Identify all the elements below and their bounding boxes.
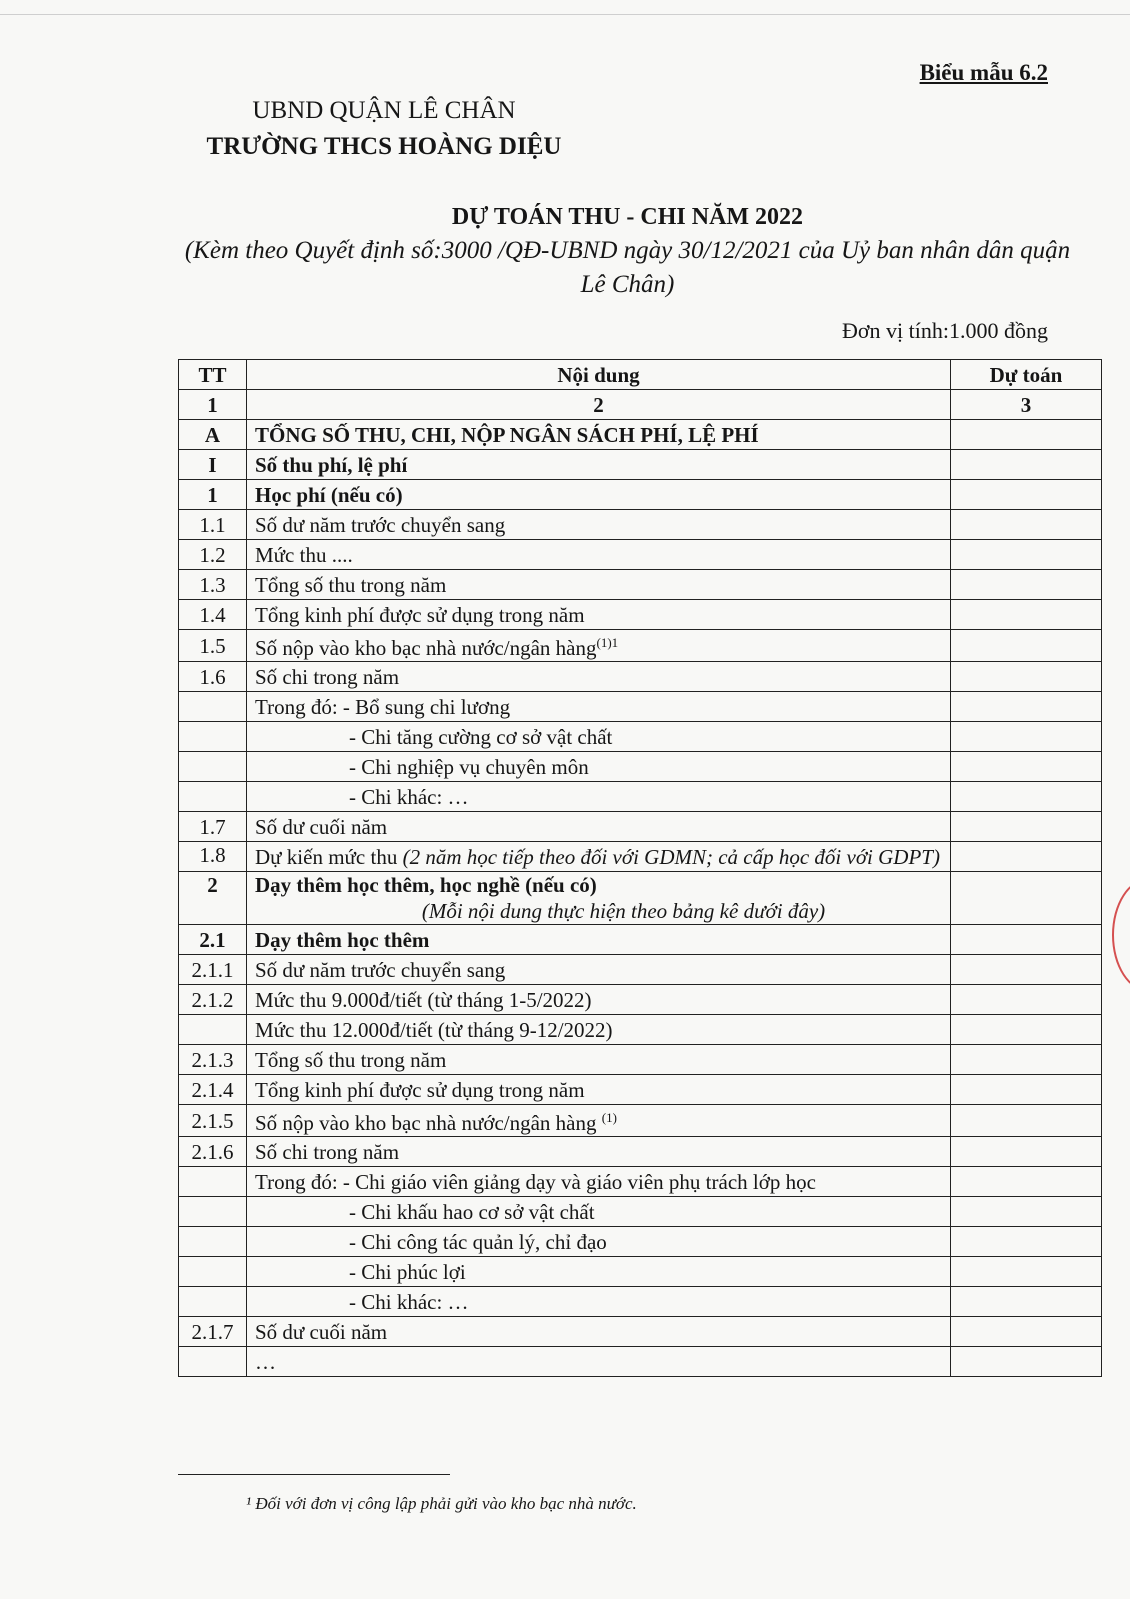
row-estimate xyxy=(951,1045,1102,1075)
column-number: 3 xyxy=(951,390,1102,420)
table-row xyxy=(179,1197,1102,1227)
row-content-text: Trong đó: - Bổ sung chi lương xyxy=(255,694,511,719)
row-number xyxy=(179,1167,247,1197)
row-number xyxy=(179,1197,247,1227)
row-estimate xyxy=(951,510,1102,540)
row-estimate xyxy=(951,1317,1102,1347)
column-number: 2 xyxy=(247,390,951,420)
row-content-text: Tổng kinh phí được sử dụng trong năm xyxy=(255,1077,585,1102)
row-number: 1.7 xyxy=(179,812,247,842)
table-row xyxy=(179,985,1102,1015)
row-number xyxy=(179,782,247,812)
row-content-text: Mức thu 9.000đ/tiết (từ tháng 1-5/2022) xyxy=(255,987,592,1012)
row-estimate xyxy=(951,1167,1102,1197)
row-number xyxy=(179,722,247,752)
row-content-text: Học phí (nếu có) xyxy=(255,482,403,507)
row-estimate xyxy=(951,450,1102,480)
table-row xyxy=(179,420,1102,450)
table-row xyxy=(179,1167,1102,1197)
row-estimate xyxy=(951,1257,1102,1287)
row-content-text: Dự kiến mức thu xyxy=(255,844,398,869)
red-seal-stamp xyxy=(1112,878,1130,992)
row-content-text: Mức thu 12.000đ/tiết (từ tháng 9-12/2022) xyxy=(255,1017,613,1042)
row-number xyxy=(179,1257,247,1287)
row-estimate xyxy=(951,570,1102,600)
row-content-text: Số dư năm trước chuyển sang xyxy=(255,512,506,537)
budget-table xyxy=(178,359,1102,1377)
table-row xyxy=(179,510,1102,540)
row-number: 1 xyxy=(179,480,247,510)
table-row xyxy=(179,600,1102,630)
row-content-text: TỔNG SỐ THU, CHI, NỘP NGÂN SÁCH PHÍ, LỆ PHÍ xyxy=(255,422,759,447)
row-number: 1.2 xyxy=(179,540,247,570)
row-content-text: Số dư cuối năm xyxy=(255,1319,388,1344)
table-row xyxy=(179,480,1102,510)
row-content-text: Số chi trong năm xyxy=(255,1139,400,1164)
row-number xyxy=(179,692,247,722)
table-row xyxy=(179,1075,1102,1105)
header-content: Nội dung xyxy=(247,360,951,390)
row-content xyxy=(247,1075,951,1105)
row-estimate xyxy=(951,1287,1102,1317)
row-estimate xyxy=(951,782,1102,812)
row-content-text: - Chi khấu hao cơ sở vật chất xyxy=(349,1199,595,1224)
row-content xyxy=(247,1197,951,1227)
row-number xyxy=(179,1347,247,1377)
row-estimate xyxy=(951,752,1102,782)
row-number: 2.1.4 xyxy=(179,1075,247,1105)
row-content-text: Số dư năm trước chuyển sang xyxy=(255,957,506,982)
row-content-text: - Chi tăng cường cơ sở vật chất xyxy=(349,724,613,749)
table-row xyxy=(179,1015,1102,1045)
row-content-text: - Chi phúc lợi xyxy=(349,1259,466,1284)
row-estimate xyxy=(951,872,1102,925)
row-number: I xyxy=(179,450,247,480)
row-number: 2.1.7 xyxy=(179,1317,247,1347)
row-content-text: - Chi công tác quản lý, chỉ đạo xyxy=(349,1229,607,1254)
row-number: 1.1 xyxy=(179,510,247,540)
row-estimate xyxy=(951,600,1102,630)
row-content-text: - Chi khác: … xyxy=(349,784,469,809)
row-number: 2.1.5 xyxy=(179,1105,247,1137)
table-row xyxy=(179,540,1102,570)
footnote: ¹ Đối với đơn vị công lập phải gửi vào kho bạc nhà nước. xyxy=(246,1494,637,1513)
table-row xyxy=(179,450,1102,480)
org-name: UBND QUẬN LÊ CHÂN xyxy=(252,97,516,124)
row-content xyxy=(247,842,951,872)
row-content-text: Tổng số thu trong năm xyxy=(255,572,447,597)
table-row xyxy=(179,752,1102,782)
row-number: 2.1 xyxy=(179,925,247,955)
row-content xyxy=(247,1105,951,1137)
row-note: (2 năm học tiếp theo đối với GDMN; cả cấp học đối với GDPT) xyxy=(402,844,940,869)
row-estimate xyxy=(951,925,1102,955)
row-content xyxy=(247,1167,951,1197)
row-number: 1.3 xyxy=(179,570,247,600)
row-number: 2.1.2 xyxy=(179,985,247,1015)
footnote-divider xyxy=(178,1474,450,1475)
table-row xyxy=(179,1347,1102,1377)
row-content xyxy=(247,1015,951,1045)
header-tt: TT xyxy=(179,360,247,390)
row-number xyxy=(179,1287,247,1317)
header-estimate: Dự toán xyxy=(951,360,1102,390)
row-content xyxy=(247,1227,951,1257)
row-number: 2.1.3 xyxy=(179,1045,247,1075)
row-content-text: Tổng kinh phí được sử dụng trong năm xyxy=(255,602,585,627)
column-number: 1 xyxy=(179,390,247,420)
row-content xyxy=(247,955,951,985)
footnote-marker: (1) xyxy=(601,1110,617,1125)
row-content-text: - Chi khác: … xyxy=(349,1289,469,1314)
row-estimate xyxy=(951,955,1102,985)
table-row xyxy=(179,872,1102,925)
row-estimate xyxy=(951,1075,1102,1105)
row-content-text: … xyxy=(255,1349,276,1374)
row-content xyxy=(247,812,951,842)
row-content xyxy=(247,600,951,630)
row-content-text: Mức thu .... xyxy=(255,542,353,567)
row-content xyxy=(247,1317,951,1347)
row-content xyxy=(247,450,951,480)
document-subtitle: (Kèm theo Quyết định số:3000 /QĐ-UBND ngày 30/12/2021 của Uỷ ban nhân dân quận Lê Chân) xyxy=(184,237,1071,298)
row-estimate xyxy=(951,1105,1102,1137)
row-number: 1.6 xyxy=(179,662,247,692)
row-content-text: Số thu phí, lệ phí xyxy=(255,452,408,477)
table-row xyxy=(179,782,1102,812)
row-content xyxy=(247,872,951,925)
row-content xyxy=(247,570,951,600)
row-content-text: Số dư cuối năm xyxy=(255,814,388,839)
row-estimate xyxy=(951,722,1102,752)
row-note: (Mỗi nội dung thực hiện theo bảng kê dưới đây) xyxy=(421,899,826,923)
unit-of-measure: Đơn vị tính:1.000 đồng xyxy=(842,318,1048,343)
row-estimate xyxy=(951,1137,1102,1167)
row-content-text: Số chi trong năm xyxy=(255,664,400,689)
row-content-text: Số nộp vào kho bạc nhà nước/ngân hàng xyxy=(255,636,597,660)
table-row xyxy=(179,842,1102,872)
row-number: 2.1.1 xyxy=(179,955,247,985)
table-row xyxy=(179,1105,1102,1137)
table-row xyxy=(179,1287,1102,1317)
row-number xyxy=(179,1227,247,1257)
row-number: 2.1.6 xyxy=(179,1137,247,1167)
column-number-row xyxy=(179,390,1102,420)
row-content-text: Dạy thêm học thêm xyxy=(255,927,430,952)
table-row xyxy=(179,1137,1102,1167)
table-row xyxy=(179,925,1102,955)
row-content xyxy=(247,985,951,1015)
form-code: Biểu mẫu 6.2 xyxy=(919,60,1048,85)
school-name: TRƯỜNG THCS HOÀNG DIỆU xyxy=(206,133,562,160)
row-content xyxy=(247,540,951,570)
row-estimate xyxy=(951,985,1102,1015)
row-estimate xyxy=(951,420,1102,450)
row-content-text: Tổng số thu trong năm xyxy=(255,1047,447,1072)
row-content xyxy=(247,630,951,662)
row-content xyxy=(247,1257,951,1287)
row-number: A xyxy=(179,420,247,450)
row-estimate xyxy=(951,1347,1102,1377)
table-row xyxy=(179,1045,1102,1075)
row-estimate xyxy=(951,1227,1102,1257)
row-number xyxy=(179,1015,247,1045)
row-estimate xyxy=(951,812,1102,842)
row-content-text: Trong đó: - Chi giáo viên giảng dạy và giáo viên phụ trách lớp học xyxy=(255,1169,816,1194)
row-content xyxy=(247,420,951,450)
row-number xyxy=(179,752,247,782)
footnote-marker: (1)1 xyxy=(596,635,619,650)
table-body xyxy=(179,420,1102,1377)
row-content xyxy=(247,752,951,782)
scan-edge xyxy=(0,14,1130,15)
table-row xyxy=(179,812,1102,842)
row-content-text: Số nộp vào kho bạc nhà nước/ngân hàng xyxy=(255,1111,602,1135)
row-content xyxy=(247,782,951,812)
row-estimate xyxy=(951,1197,1102,1227)
table-row xyxy=(179,570,1102,600)
table-row xyxy=(179,1227,1102,1257)
row-content xyxy=(247,662,951,692)
row-estimate xyxy=(951,842,1102,872)
table-row xyxy=(179,1257,1102,1287)
row-estimate xyxy=(951,540,1102,570)
row-estimate xyxy=(951,480,1102,510)
table-row xyxy=(179,1317,1102,1347)
row-content xyxy=(247,692,951,722)
row-number: 2 xyxy=(179,872,247,925)
row-content xyxy=(247,480,951,510)
title-block xyxy=(175,200,1080,302)
table-row xyxy=(179,630,1102,662)
row-number: 1.5 xyxy=(179,630,247,662)
row-number: 1.4 xyxy=(179,600,247,630)
row-content xyxy=(247,1045,951,1075)
row-content-text: - Chi nghiệp vụ chuyên môn xyxy=(349,754,589,779)
row-estimate xyxy=(951,692,1102,722)
row-estimate xyxy=(951,662,1102,692)
table-row xyxy=(179,955,1102,985)
row-content xyxy=(247,510,951,540)
row-content xyxy=(247,722,951,752)
issuing-organization xyxy=(184,93,584,165)
row-content xyxy=(247,1137,951,1167)
table-row xyxy=(179,722,1102,752)
row-content-text: Dạy thêm học thêm, học nghề (nếu có) xyxy=(255,873,597,897)
table-row xyxy=(179,692,1102,722)
row-content xyxy=(247,925,951,955)
row-estimate xyxy=(951,630,1102,662)
row-number: 1.8 xyxy=(179,842,247,872)
table-row xyxy=(179,662,1102,692)
row-content xyxy=(247,1347,951,1377)
document-title: DỰ TOÁN THU - CHI NĂM 2022 xyxy=(451,204,804,230)
row-estimate xyxy=(951,1015,1102,1045)
table-header-row xyxy=(179,360,1102,390)
row-content xyxy=(247,1287,951,1317)
